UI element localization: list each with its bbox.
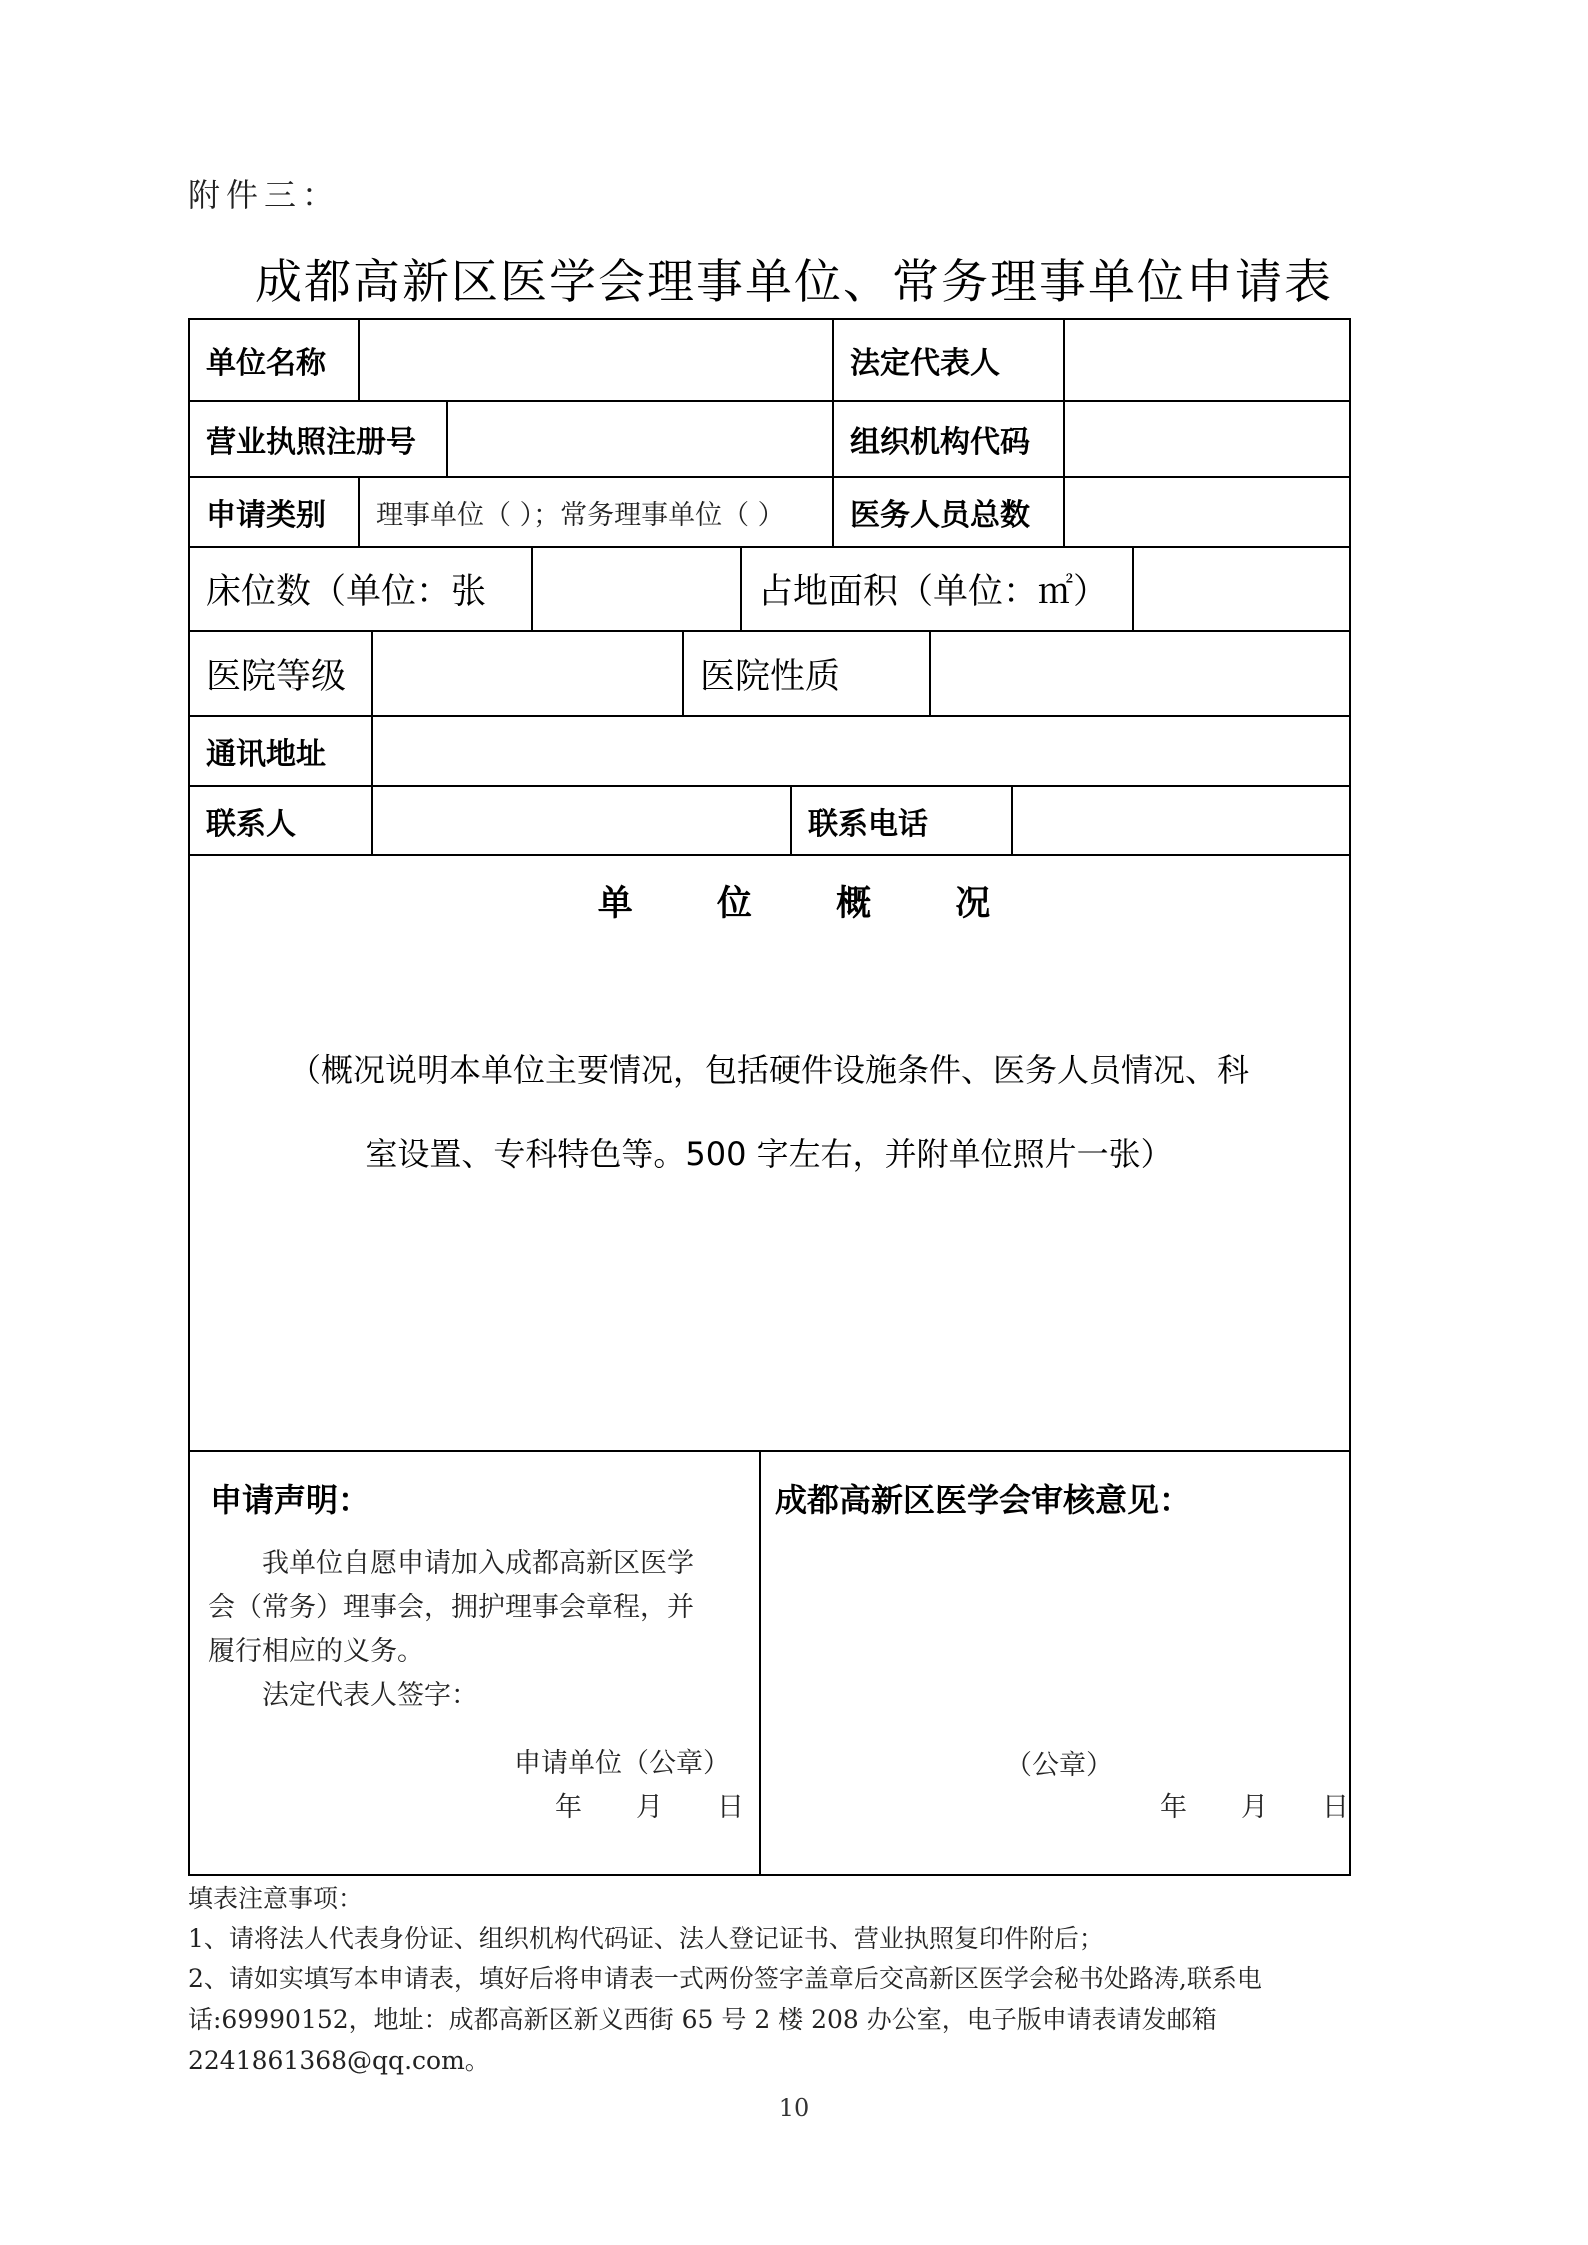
phone-field[interactable] (1014, 787, 1348, 854)
declaration-heading: 申请声明： (210, 1481, 371, 1519)
beds-field[interactable] (534, 548, 739, 630)
review-heading: 成都高新区医学会审核意见： (775, 1481, 1192, 1519)
address-label: 通讯地址 (206, 737, 326, 772)
declaration-line1: 我单位自愿申请加入成都高新区医学 (262, 1548, 694, 1579)
area-field[interactable] (1135, 548, 1348, 630)
hospital-nature-label: 医院性质 (700, 656, 841, 697)
apply-type-label: 申请类别 (206, 498, 326, 533)
hospital-nature-field[interactable] (932, 632, 1348, 715)
beds-label: 床位数（单位：张 (206, 572, 487, 612)
unit-name-label: 单位名称 (206, 346, 326, 381)
review-date-label: 年 月 日 (1160, 1792, 1349, 1823)
overview-title: 单 位 概 况 (597, 884, 1027, 924)
legal-rep-field[interactable] (1066, 320, 1348, 400)
notes-item2-line3: 2241861368@qq.com。 (188, 2046, 490, 2075)
license-no-label: 营业执照注册号 (206, 425, 416, 460)
hospital-level-label: 医院等级 (206, 656, 347, 697)
legal-rep-label: 法定代表人 (850, 346, 1000, 381)
phone-label: 联系电话 (808, 806, 928, 842)
overview-hint-line1: （概况说明本单位主要情况，包括硬件设施条件、医务人员情况、科 (288, 1051, 1249, 1089)
review-opinion-field[interactable] (762, 1530, 1348, 1730)
notes-item2-line1: 2、请如实填写本申请表，填好后将申请表一式两份签字盖章后交高新区医学会秘书处路涛,联系电 (188, 1964, 1262, 1993)
attachment-label: 附件三： (188, 176, 341, 214)
medical-staff-label: 医务人员总数 (850, 498, 1030, 533)
form-title: 成都高新区医学会理事单位、常务理事单位申请表 (255, 255, 1333, 310)
medical-staff-field[interactable] (1066, 478, 1348, 546)
unit-name-field[interactable] (361, 320, 831, 400)
signature-label: 法定代表人签字： (262, 1680, 478, 1711)
org-code-field[interactable] (1066, 402, 1348, 476)
org-code-label: 组织机构代码 (850, 425, 1030, 460)
hospital-level-field[interactable] (374, 632, 681, 715)
overview-hint-line2: 室设置、专科特色等。500 字左右，并附单位照片一张） (365, 1135, 1173, 1173)
notes-item2-line2: 话:69990152，地址：成都高新区新义西街 65 号 2 楼 208 办公室，电子版申请表请发邮箱 (188, 2005, 1217, 2034)
notes-heading: 填表注意事项： (188, 1884, 364, 1913)
area-label: 占地面积（单位：㎡） (758, 572, 1109, 612)
declaration-line3: 履行相应的义务。 (208, 1636, 424, 1667)
declaration-line2: 会（常务）理事会，拥护理事会章程，并 (208, 1592, 694, 1623)
apply-type-options[interactable]: 理事单位（ ）；常务理事单位（ ） (376, 499, 785, 531)
overview-textarea[interactable] (190, 1180, 1348, 1448)
notes-item1: 1、请将法人代表身份证、组织机构代码证、法人登记证书、营业执照复印件附后； (188, 1924, 1104, 1953)
license-no-field[interactable] (449, 402, 831, 476)
applicant-date-label: 年 月 日 (555, 1792, 744, 1823)
contact-label: 联系人 (206, 806, 296, 842)
page-number: 10 (778, 2094, 810, 2122)
review-stamp-label: （公章） (1005, 1750, 1113, 1781)
contact-field[interactable] (374, 787, 789, 854)
applicant-stamp-label: 申请单位（公章） (514, 1748, 730, 1779)
address-field[interactable] (374, 717, 1348, 785)
